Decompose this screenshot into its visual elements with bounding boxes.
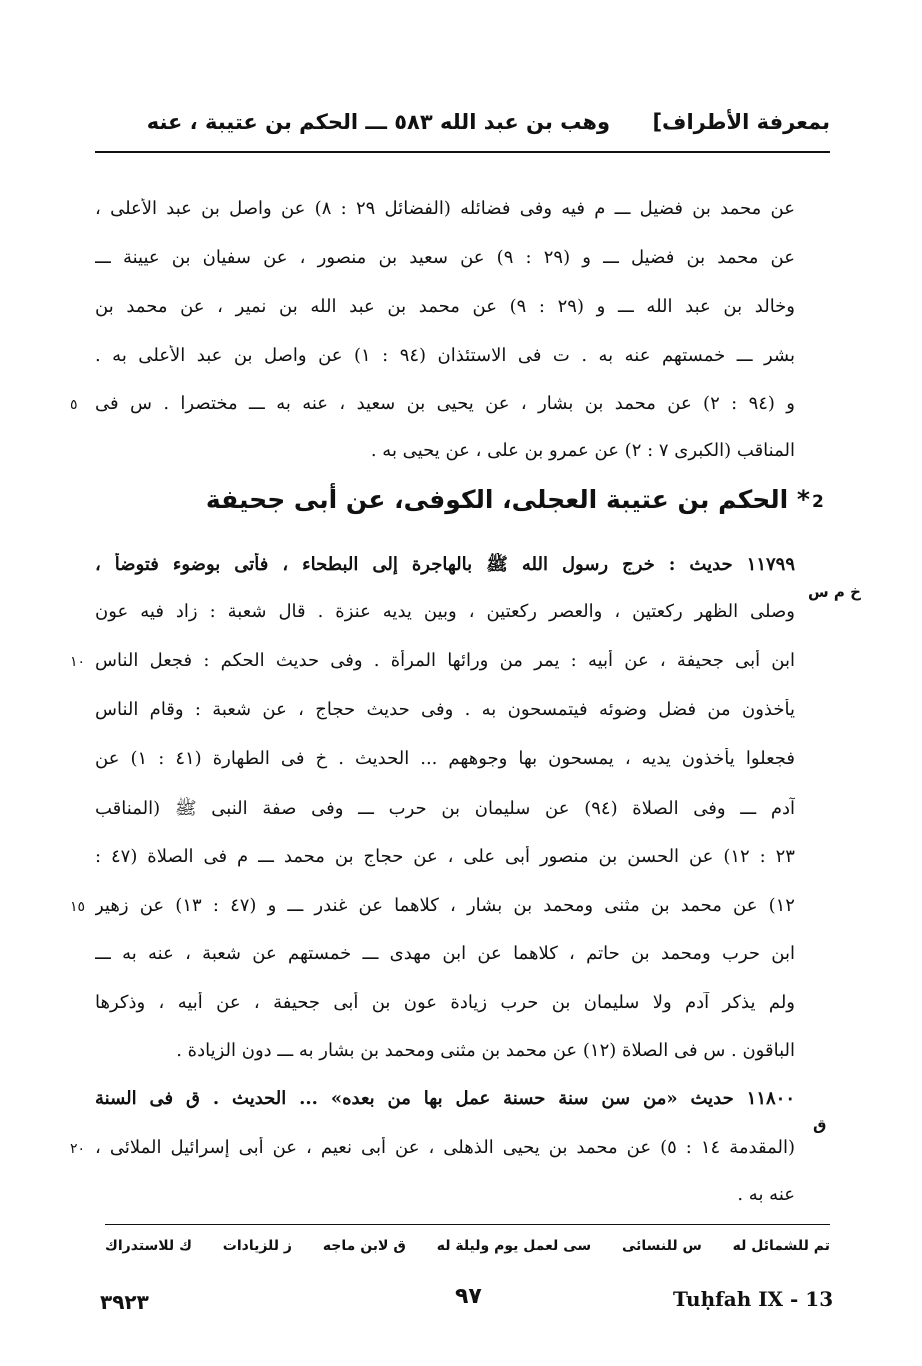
legend-item: سى لعمل يوم وليلة له bbox=[436, 1238, 592, 1254]
legend-item: س للنسائى bbox=[621, 1238, 702, 1254]
text-line: بشر ـــ خمستهم عنه به . ت فى الاستئذان (٩٤ : ١) عن واصل بن عبد الأعلى به . bbox=[95, 345, 795, 366]
text-line: الباقون . س فى الصلاة (١٢) عن محمد بن مثنى ومحمد بن بشار به ـــ دون الزيادة . bbox=[176, 1040, 795, 1061]
legend-item: ق لابن ماجه bbox=[322, 1238, 406, 1254]
hadith-entry-11799: ١١٧٩٩ حديث : خرج رسول الله ﷺ بالهاجرة إلى البطحاء ، فأتى بوضوء فتوضأ ، bbox=[95, 554, 795, 575]
text-line: آدم ـــ وفى الصلاة (٩٤) عن سليمان بن حرب ـــ وفى صفة النبى ﷺ (المناقب bbox=[95, 798, 795, 819]
header-rule bbox=[95, 151, 830, 153]
text-line: ابن أبى جحيفة ، عن أبيه : يمر من ورائها المرأة . وفى حديث الحكم : فجعل الناس bbox=[95, 650, 795, 671]
source-sigla: خ م س bbox=[808, 583, 861, 601]
footer-rule bbox=[105, 1224, 830, 1225]
header-entry-range: وهب بن عبد الله ٥٨٣ ـــ الحكم بن عتيبة ، عنه bbox=[146, 110, 610, 134]
line-number-15: ١٥ bbox=[70, 899, 86, 915]
text-line: يأخذون من فضل وضوئه فيتمسحون به . وفى حديث حجاج ، عن شعبة : وقام الناس bbox=[95, 699, 795, 720]
line-number-5: ٥ bbox=[70, 397, 78, 413]
text-line: فجعلوا يأخذون يديه ، يمسحون بها وجوههم ... الحديث . خ فى الطهارة (٤١ : ١) عن bbox=[95, 748, 795, 769]
text-line: ابن حرب ومحمد بن حاتم ، كلاهما عن ابن مهدى ـــ خمستهم عن شعبة ، عنه به ـــ bbox=[95, 943, 795, 964]
text-line: عن محمد بن فضيل ـــ و (٢٩ : ٩) عن سعيد بن منصور ، عن سفيان بن عيينة ـــ bbox=[95, 247, 795, 268]
global-page-number: ٣٩٢٣ bbox=[100, 1290, 149, 1314]
section-heading: * الحكم بن عتيبة العجلى، الكوفى، عن أبى جحيفة bbox=[205, 485, 810, 514]
page-number: ٩٧ bbox=[455, 1284, 482, 1309]
source-sigla: ق bbox=[813, 1116, 827, 1134]
line-number-10: ١٠ bbox=[70, 654, 86, 670]
text-line: عن محمد بن فضيل ـــ م فيه وفى فضائله (الفضائل ٢٩ : ٨) عن واصل بن عبد الأعلى ، bbox=[95, 198, 795, 219]
hadith-entry-11800: ١١٨٠٠ حديث «من سن سنة حسنة عمل بها من بعده» ... الحديث . ق فى السنة bbox=[95, 1088, 795, 1109]
legend-item: تم للشمائل له bbox=[732, 1238, 830, 1254]
text-line: (المقدمة ١٤ : ٥) عن محمد بن يحيى الذهلى ، عن أبى نعيم ، عن أبى إسرائيل الملائى ، bbox=[95, 1137, 795, 1158]
text-line: ولم يذكر آدم ولا سليمان بن حرب زيادة عون بن أبى جحيفة ، عن أبيه ، وذكرها bbox=[95, 992, 795, 1013]
legend-item: ز للزيادات bbox=[222, 1238, 292, 1254]
text-line: وخالد بن عبد الله ـــ و (٢٩ : ٩) عن محمد بن عبد الله بن نمير ، عن محمد بن bbox=[95, 296, 795, 317]
line-number-20: ٢٠ bbox=[70, 1141, 86, 1157]
header-section-title: بمعرفة الأطراف] bbox=[652, 110, 830, 134]
sigla-legend bbox=[105, 1238, 830, 1254]
text-line: و (٩٤ : ٢) عن محمد بن بشار ، عن يحيى بن سعيد ، عنه به ـــ مختصرا . س فى bbox=[95, 393, 795, 414]
text-line: ٢٣ : ١٢) عن الحسن بن منصور أبى على ، عن حجاج بن محمد ـــ م فى الصلاة (٤٧ : bbox=[95, 846, 795, 867]
text-line: المناقب (الكبرى ٧ : ٢) عن عمرو بن على ، عن يحيى به . bbox=[370, 440, 795, 461]
legend-item: ك للاستدراك bbox=[105, 1238, 192, 1254]
text-line: عنه به . bbox=[737, 1184, 795, 1205]
running-header bbox=[95, 108, 830, 148]
text-line: وصلى الظهر ركعتين ، والعصر ركعتين ، وبين يديه عنزة . قال شعبة : زاد فيه عون bbox=[95, 601, 795, 622]
section-mark: 2 bbox=[812, 492, 824, 512]
volume-signature: Tuḥfah IX - 13 bbox=[673, 1287, 834, 1311]
text-line: ١٢) عن محمد بن مثنى ومحمد بن بشار ، كلاهما عن غندر ـــ و (٤٧ : ١٣) عن زهير bbox=[95, 895, 795, 916]
